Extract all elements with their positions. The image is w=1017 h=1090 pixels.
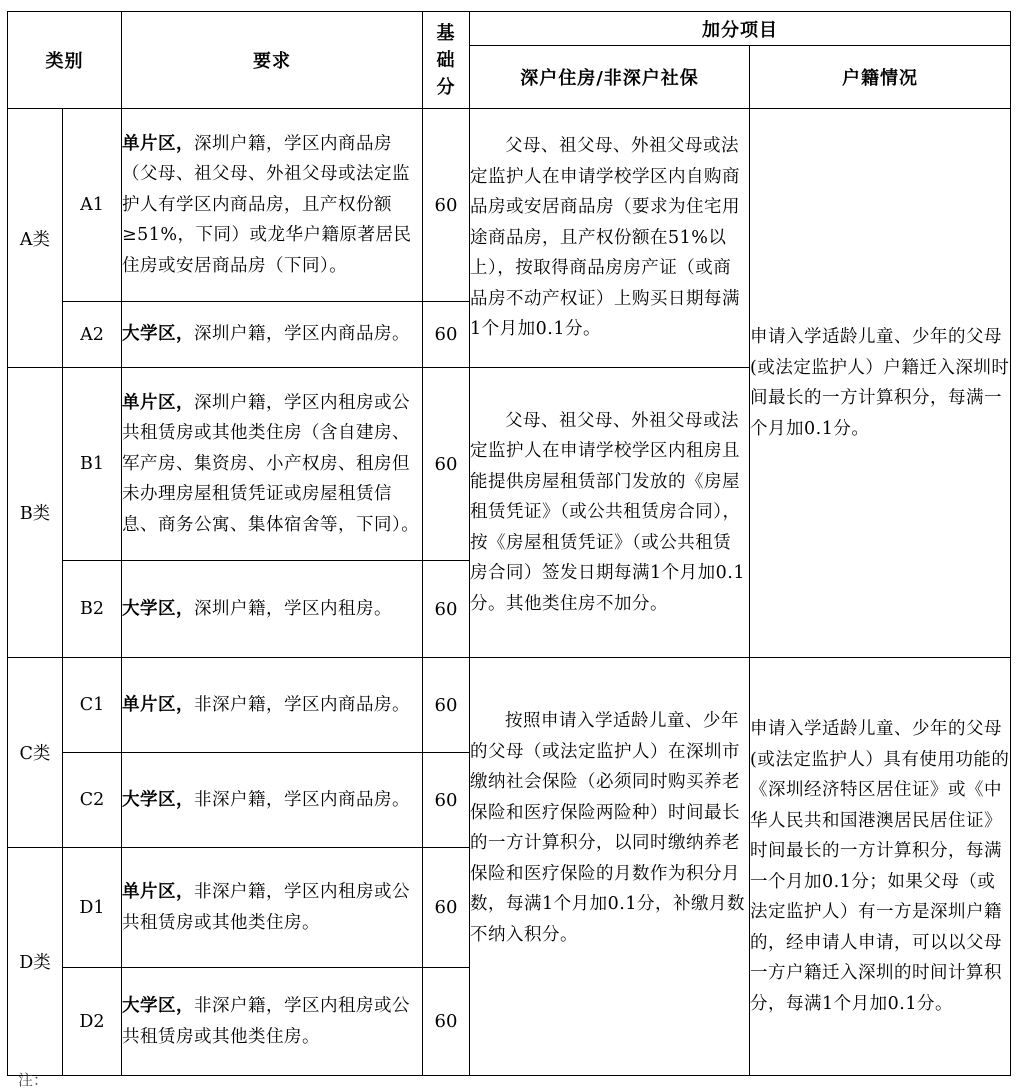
table-row	[8, 109, 1011, 302]
hukou-bonus-cd: 申请入学适龄儿童、少年的父母(或法定监护人）具有使用功能的《深圳经济特区居住证》或《中华人民共和国港澳居民居住证》时间最长的一方计算积分，每满一个月加0.1分；如果父母（或法定监护人）有一方是深圳户籍的，经申请人申请，可以以父母一方户籍迁入深圳的时间计算积分，每满1个月加0.1分。	[750, 658, 1011, 1076]
base-score-c1: 60	[423, 658, 470, 753]
subcategory-a1: A1	[63, 109, 122, 302]
category-c: C类	[8, 658, 63, 848]
base-score-a1: 60	[423, 109, 470, 302]
header-category: 类别	[8, 12, 122, 109]
subcategory-b1: B1	[63, 368, 122, 561]
header-base-score: 基 础 分	[423, 12, 470, 109]
subcategory-a2: A2	[63, 302, 122, 368]
subcategory-c2: C2	[63, 753, 122, 848]
subcategory-d1: D1	[63, 848, 122, 968]
social-bonus-cd: 按照申请入学适龄儿童、少年的父母（或法定监护人）在深圳市缴纳社会保险（必须同时购买养老保险和医疗保险两险种）时间最长的一方计算积分，以同时缴纳养老保险和医疗保险的月数作为积分月数，每满1个月加0.1分，补缴月数不纳入积分。	[470, 658, 750, 1076]
requirement-d1: 单片区，非深户籍，学区内租房或公共租赁房或其他类住房。	[122, 848, 423, 968]
requirement-c1: 单片区，非深户籍，学区内商品房。	[122, 658, 423, 753]
footer-note: 注：	[18, 1071, 49, 1089]
subcategory-d2: D2	[63, 968, 122, 1076]
base-score-b2: 60	[423, 561, 470, 658]
requirement-b2: 大学区，深圳户籍，学区内租房。	[122, 561, 423, 658]
header-requirement: 要求	[122, 12, 423, 109]
header-housing-social: 深户住房/非深户社保	[470, 46, 750, 109]
base-score-d2: 60	[423, 968, 470, 1076]
category-a: A类	[8, 109, 63, 368]
category-d: D类	[8, 848, 63, 1076]
base-score-c2: 60	[423, 753, 470, 848]
header-hukou: 户籍情况	[750, 46, 1011, 109]
requirement-a1: 单片区，深圳户籍，学区内商品房（父母、祖父母、外祖父母或法定监护人有学区内商品房，且产权份额≥51%，下同）或龙华户籍原著居民住房或安居商品房（下同）。	[122, 109, 423, 302]
category-b: B类	[8, 368, 63, 658]
base-score-a2: 60	[423, 302, 470, 368]
subcategory-b2: B2	[63, 561, 122, 658]
requirement-a2: 大学区，深圳户籍，学区内商品房。	[122, 302, 423, 368]
base-score-d1: 60	[423, 848, 470, 968]
requirement-c2: 大学区，非深户籍，学区内商品房。	[122, 753, 423, 848]
table-row	[8, 658, 1011, 753]
housing-bonus-b: 父母、祖父母、外祖父母或法定监护人在申请学校学区内租房且能提供房屋租赁部门发放的《房屋租赁凭证》（或公共租赁房合同），按《房屋租赁凭证》（或公共租赁房合同）签发日期每满1个月加0.1分。其他类住房不加分。	[470, 368, 750, 658]
header-bonus-items: 加分项目	[470, 12, 1011, 46]
housing-bonus-a: 父母、祖父母、外祖父母或法定监护人在申请学校学区内自购商品房或安居商品房（要求为住宅用途商品房，且产权份额在51%以上），按取得商品房房产证（或商品房不动产权证）上购买日期每满1个月加0.1分。	[470, 109, 750, 368]
base-score-b1: 60	[423, 368, 470, 561]
subcategory-c1: C1	[63, 658, 122, 753]
requirement-b1: 单片区，深圳户籍，学区内租房或公共租赁房或其他类住房（含自建房、军产房、集资房、小产权房、租房但未办理房屋租赁凭证或房屋租赁信息、商务公寓、集体宿舍等，下同）。	[122, 368, 423, 561]
scoring-table	[7, 11, 1011, 1076]
hukou-bonus-ab: 申请入学适龄儿童、少年的父母(或法定监护人）户籍迁入深圳时间最长的一方计算积分，每满一个月加0.1分。	[750, 109, 1011, 658]
requirement-d2: 大学区，非深户籍，学区内租房或公共租赁房或其他类住房。	[122, 968, 423, 1076]
